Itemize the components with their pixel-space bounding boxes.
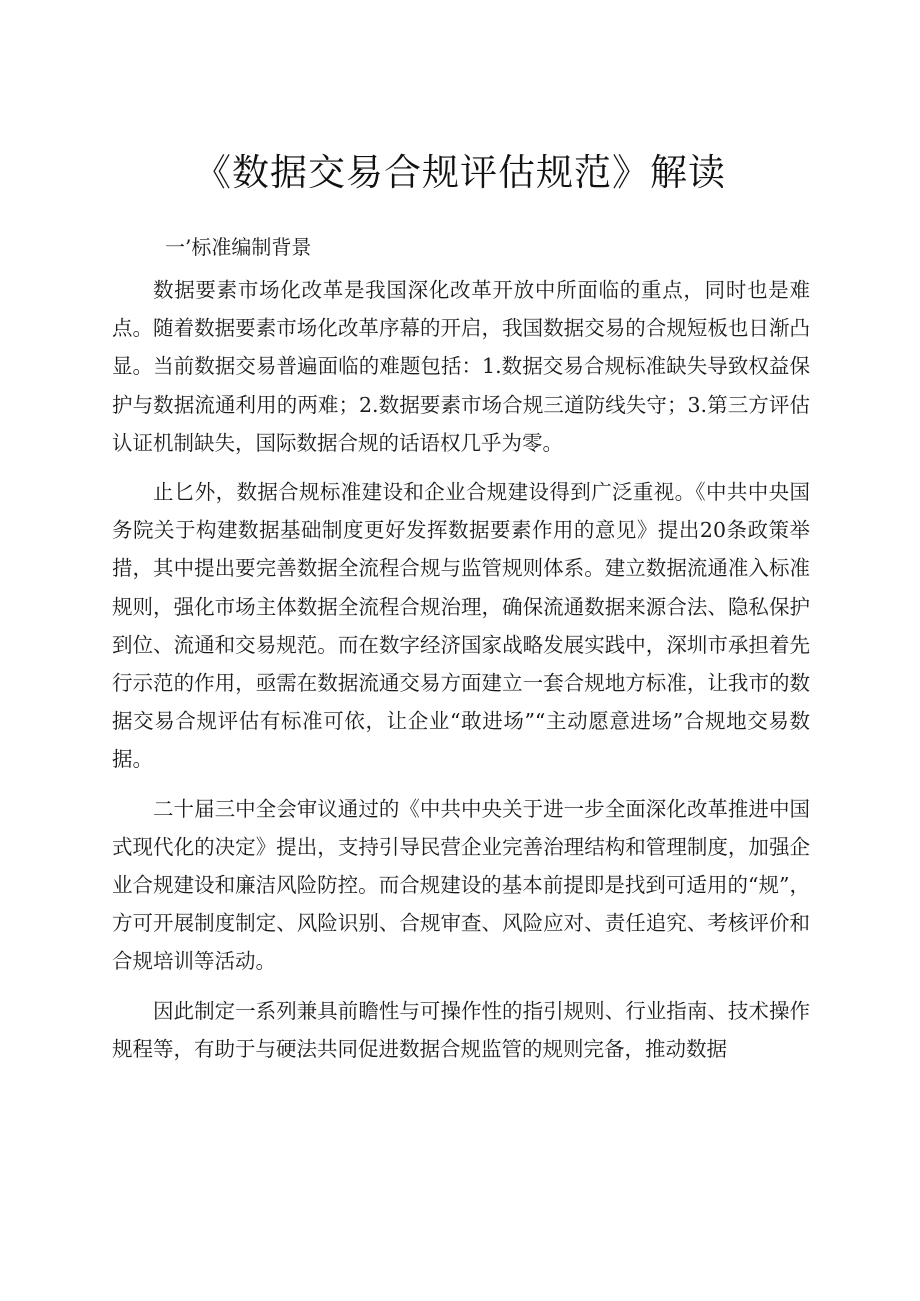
paragraph-2: 止匕外，数据合规标准建设和企业合规建设得到广泛重视。《中共中央国务院关于构建数据基础制度更好发挥数据要素作用的意见》提出20条政策举措，其中提出要完善数据全流程合规与监管规则体系。建立数据流通准入标准规则，强化市场主体数据全流程合规治理，确保流通数据来源合法、隐私保护到位、流通和交易规范。而在数字经济国家战略发展实践中，深圳市承担着先行示范的作用，亟需在数据流通交易方面建立一套合规地方标准，让我市的数据交易合规评估有标准可依，让企业“敢进场”“主动愿意进场”合规地交易数据。 <box>112 480 810 772</box>
paragraph-3: 二十届三中全会审议通过的《中共中央关于进一步全面深化改革推进中国式现代化的决定》提出，支持引导民营企业完善治理结构和管理制度，加强企业合规建设和廉洁风险防控。而合规建设的基本前提即是找到可适用的“规”，方可开展制度制定、风险识别、合规审查、风险应对、责任追究、考核评价和合规培训等活动。 <box>112 796 810 974</box>
paragraph-1: 数据要素市场化改革是我国深化改革开放中所面临的重点，同时也是难点。随着数据要素市场化改革序幕的开启，我国数据交易的合规短板也日渐凸显。当前数据交易普遍面临的难题包括：1.数据交易合规标准缺失导致权益保护与数据流通利用的两难；2.数据要素市场合规三道防线失守；3.第三方评估认证机制缺失，国际数据合规的话语权几乎为零。 <box>112 278 810 455</box>
section-heading: 一’标准编制背景 <box>165 235 312 259</box>
document-title: 《数据交易合规评估规范》解读 <box>194 151 726 194</box>
paragraph-4: 因此制定一系列兼具前瞻性与可操作性的指引规则、行业指南、技术操作规程等，有助于与硬法共同促进数据合规监管的规则完备，推动数据 <box>112 998 810 1061</box>
document-body <box>112 271 810 1079</box>
